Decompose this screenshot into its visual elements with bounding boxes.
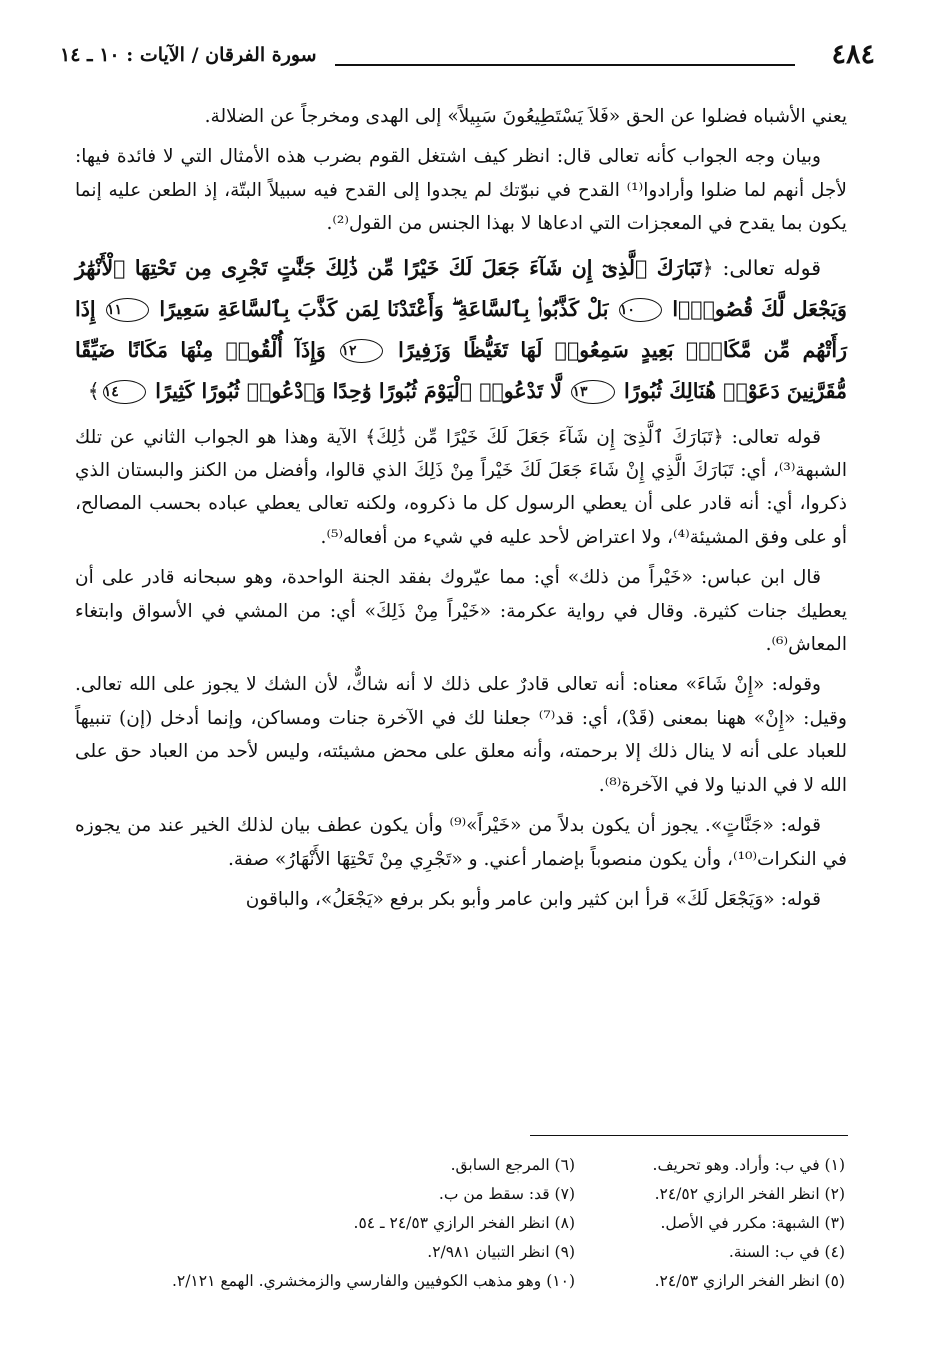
verse-text: إِذَا رَأَتْهُم مِّن مَّكَانٍۭ بَعِيدٍ سَمِعُوا۟ لَهَا تَغَيُّظًا وَزَفِيرًا <box>75 296 847 362</box>
footnote-separator <box>530 1135 848 1136</box>
paragraph-7: قوله: «وَيَجْعَل لَكَ» قرأ ابن كثير وابن عامر وأبو بكر برفع «يَجْعَلُ»، والباقون <box>245 888 821 910</box>
ayah-number: ١١ <box>106 298 149 322</box>
verse-outro: ﴾ <box>87 378 100 403</box>
header-rule <box>335 64 795 66</box>
page-number: ٤٨٤ <box>831 39 875 70</box>
main-text <box>75 100 847 923</box>
verse-text: بَلْ كَذَّبُوا۟ بِٱلسَّاعَةِ ۖ وَأَعْتَدْنَا لِمَن كَذَّبَ بِٱلسَّاعَةِ سَعِيرًا <box>159 296 609 321</box>
paragraph-3: قوله تعالى: ﴿تَبَارَكَ ٱلَّذِىٓ إِن شَآءَ جَعَلَ لَكَ خَيْرًا مِّن ذَٰلِكَ﴾ الآية وهذا هو الجواب الثاني عن تلك الشبهة⁽³⁾، أي: تَبَارَكَ الَّذِي إِنْ شَاءَ جَعَلَ لَكَ خَيْراً مِنْ ذَلِكَ الذي قالوا، وأفضل من الكنز والبستان الذي ذكروا، أي: أنه قادر على أن يعطي الرسول كل ما ذكروه، ولكنه تعالى يعطي عباده بحسب المصالح، أو على وفق المشيئة⁽⁴⁾، ولا اعتراض لأحد عليه في شيء من أفعاله⁽⁵⁾. <box>75 426 847 548</box>
paragraph-5: وقوله: «إِنْ شَاءَ» معناه: أنه تعالى قادرٌ على ذلك لا أنه شاكٌّ، لأن الشك لا يجوز على الله تعالى. وقيل: «إِنْ» ههنا بمعنى (قَدْ)، أي: قد⁽⁷⁾ جعلنا لك في الآخرة جنات ومساكن، وإنما أدخل (إن) تنبيهاً للعباد على أنه لا ينال ذلك إلا برحمته، وأنه معلق على محض مشيئته، وليس لأحد من العباد حق على الله لا في الدنيا ولا في الآخرة⁽⁸⁾. <box>75 674 847 796</box>
paragraph-4: قال ابن عباس: «خَيْراً من ذلك» أي: مما عيّروك بفقد الجنة الواحدة، وهو سبحانه قادر على أن يعطيك جنات كثيرة. وقال في رواية عكرمة: «خَيْراً مِنْ ذَلِكَ» أي: من المشي في الأسواق وابتغاء المعاش⁽⁶⁾. <box>75 567 847 656</box>
footnote: (٤) في ب: السنة. <box>728 1243 845 1261</box>
footnote: (٩) انظر التبيان ٢/٩٨١. <box>427 1243 575 1261</box>
footnote-row <box>70 1238 845 1267</box>
footnote: (٥) انظر الفخر الرازي ٢٤/٥٣. <box>654 1272 845 1290</box>
verse-text: تَبَارَكَ ٱلَّذِىٓ إِن شَآءَ جَعَلَ لَكَ خَيْرًا مِّن ذَٰلِكَ جَنَّٰتٍ تَجْرِى مِن تَحْتِهَا ٱلْأَنْهَٰرُ وَيَجْعَل لَّكَ قُصُورًۢا <box>75 255 847 321</box>
header-title: سورة الفرقان / الآيات : ١٠ ـ ١٤ <box>60 44 317 66</box>
ayah-number: ١٣ <box>571 380 614 404</box>
verse-text: وَإِذَآ أُلْقُوا۟ مِنْهَا مَكَانًا ضَيِّقًا مُّقَرَّنِينَ دَعَوْا۟ هُنَالِكَ ثُبُورًا <box>75 337 847 403</box>
quran-verse-block <box>75 248 847 412</box>
footnote: (٣) الشبهة: مكرر في الأصل. <box>660 1214 845 1232</box>
ayah-number: ١٢ <box>340 339 383 363</box>
footnote: (٧) قد: سقط من ب. <box>438 1185 575 1203</box>
paragraph-6: قوله: «جَنَّاتٍ». يجوز أن يكون بدلاً من «خَيْراً»⁽⁹⁾ وأن يكون عطف بيان لذلك الخير عند من يجوزه في النكرات⁽¹⁰⁾، وأن يكون منصوباً بإضمار أعني. و «تَجْرِي مِنْ تَحْتِهَا الأَنْهَارُ» صفة. <box>75 815 847 870</box>
footnote: (١) في ب: وأراد. وهو تحريف. <box>652 1156 845 1174</box>
verse-intro: قوله تعالى: ﴿ <box>701 255 821 280</box>
footnote: (٢) انظر الفخر الرازي ٢٤/٥٢. <box>654 1185 845 1203</box>
footnote: (٨) انظر الفخر الرازي ٢٤/٥٣ ـ ٥٤. <box>353 1214 575 1232</box>
running-head <box>60 38 875 78</box>
footnote-row <box>70 1267 845 1296</box>
ayah-number: ١٠ <box>619 298 662 322</box>
verse-text: لَّا تَدْعُوا۟ ٱلْيَوْمَ ثُبُورًا وَٰحِدًا وَٱدْعُوا۟ ثُبُورًا كَثِيرًا <box>155 378 562 403</box>
paragraph-2: وبيان وجه الجواب كأنه تعالى قال: انظر كيف اشتغل القوم بضرب هذه الأمثال التي لا فائدة فيها: لأجل أنهم لما ضلوا وأرادوا⁽¹⁾ القدح في نبوّتك لم يجدوا إلى القدح فيه سبيلاً البتّة، إذ الطعن عليه إنما يكون بما يقدح في المعجزات التي ادعاها لا بهذا الجنس من القول⁽²⁾. <box>75 146 847 235</box>
footnote-row <box>70 1209 845 1238</box>
footnote-row <box>70 1180 845 1209</box>
footnote: (٦) المرجع السابق. <box>450 1156 575 1174</box>
footnote: (١٠) وهو مذهب الكوفيين والفارسي والزمخشري. الهمع ٢/١٢١. <box>171 1272 575 1290</box>
footnote-row <box>70 1151 845 1180</box>
paragraph-1: يعني الأشباه فضلوا عن الحق «فَلاَ يَسْتَطِيعُونَ سَبِيلاً» إلى الهدى ومخرجاً عن الضلالة. <box>204 106 847 127</box>
ayah-number: ١٤ <box>103 380 146 404</box>
footnotes <box>70 1151 845 1296</box>
